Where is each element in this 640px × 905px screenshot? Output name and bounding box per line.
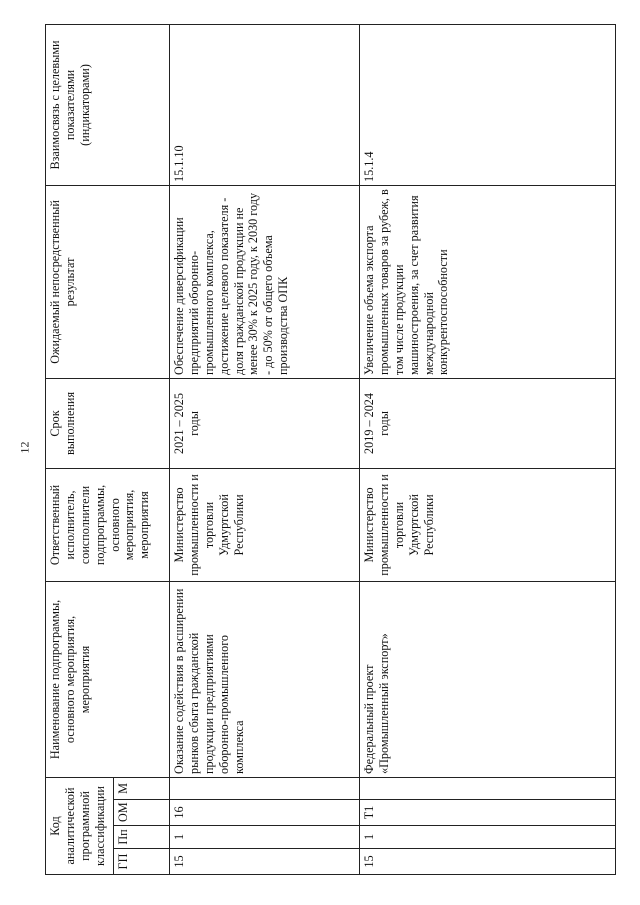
page-number: 12 xyxy=(17,441,32,454)
program-measures-table xyxy=(45,24,616,875)
header-link: Взаимосвязь с целевыми показателями (индикаторами) xyxy=(46,24,170,185)
header-code: Код аналитической программной классификации xyxy=(46,777,114,874)
cell-result: Увеличение объема экспорта промышленных товаров за рубеж, в том числе продукции машиностроения, за счет развития международной конкурентоспособности xyxy=(360,185,616,378)
cell-m xyxy=(170,777,360,799)
table-row xyxy=(360,24,616,874)
cell-name: Оказание содействия в расширении рынков сбыта гражданской продукции предприятиями оборонно-промышленного комплекса xyxy=(170,581,360,777)
cell-pp: 1 xyxy=(170,826,360,849)
cell-om: Т1 xyxy=(360,800,616,826)
header-m: М xyxy=(114,777,170,799)
header-pp: Пп xyxy=(114,826,170,849)
header-result: Ожидаемый непосредственный результат xyxy=(46,185,170,378)
cell-pp: 1 xyxy=(360,826,616,849)
cell-gp: 15 xyxy=(170,849,360,875)
header-name: Наименование подпрограммы, основного мероприятия, мероприятия xyxy=(46,581,170,777)
header-om: ОМ xyxy=(114,800,170,826)
cell-period: 2019 – 2024 годы xyxy=(360,378,616,468)
table-row xyxy=(170,24,360,874)
cell-m xyxy=(360,777,616,799)
header-row-1 xyxy=(46,24,114,874)
cell-result: Обеспечение диверсификации предприятий оборонно-промышленного комплекса, достижение целевого показателя - доля гражданской продукции не менее 30% к 2025 году, к 2030 году - до 50% от общего объема производства ОПК xyxy=(170,185,360,378)
cell-period: 2021 – 2025 годы xyxy=(170,378,360,468)
cell-executor: Министерство промышленности и торговли Удмуртской Республики xyxy=(170,468,360,581)
cell-name: Федеральный проект «Промышленный экспорт» xyxy=(360,581,616,777)
rotated-page-content xyxy=(45,25,615,875)
cell-executor: Министерство промышленности и торговли Удмуртской Республики xyxy=(360,468,616,581)
cell-link: 15.1.4 xyxy=(360,24,616,185)
cell-link: 15.1.10 xyxy=(170,24,360,185)
header-period: Срок выполнения xyxy=(46,378,170,468)
cell-gp: 15 xyxy=(360,849,616,875)
cell-om: 16 xyxy=(170,800,360,826)
header-gp: ГП xyxy=(114,849,170,875)
header-executor: Ответственный исполнитель, соисполнители подпрограммы, основного мероприятия, мероприятия xyxy=(46,468,170,581)
